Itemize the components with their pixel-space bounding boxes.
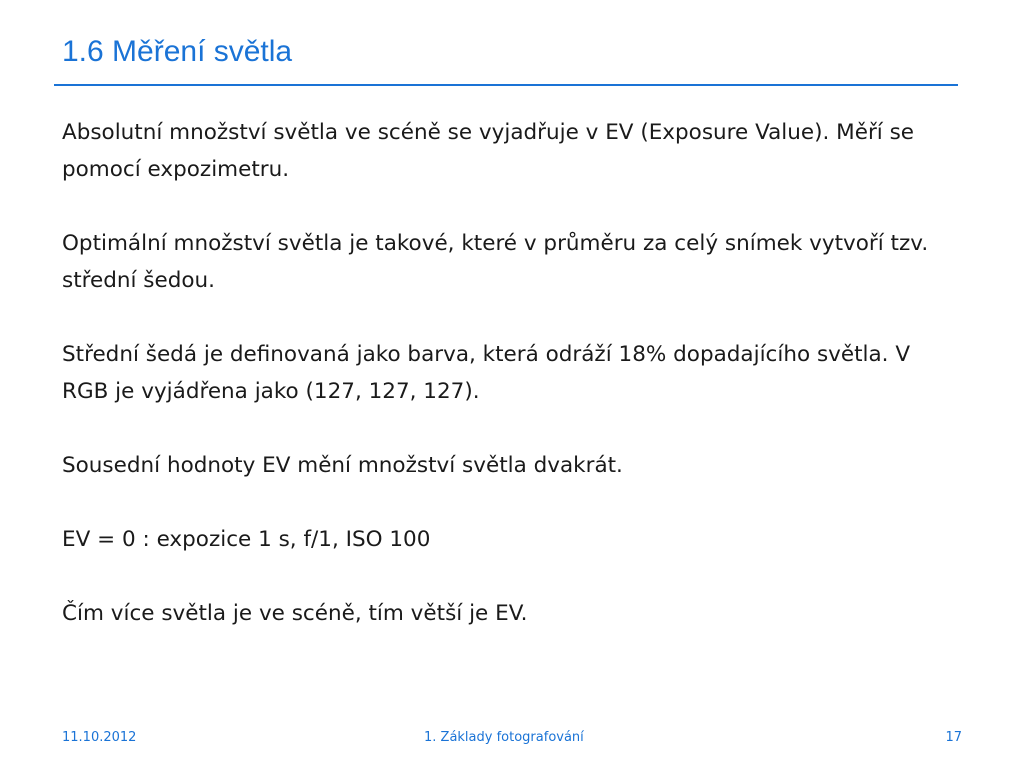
title-divider [54, 84, 958, 86]
paragraph-optimal-light: Optimální množství světla je takové, které v průměru za celý snímek vytvoří tzv. střední šedou. [62, 231, 929, 293]
slide-content [62, 114, 962, 669]
slide-title: 1.6 Měření světla [62, 35, 293, 68]
footer-page-number: 17 [945, 730, 962, 745]
paragraph-more-light: Čím více světla je ve scéně, tím větší je EV. [62, 601, 528, 626]
paragraph-ev-definition: Absolutní množství světla ve scéně se vyjadřuje v EV (Exposure Value). Měří se pomocí expozimetru. [62, 120, 915, 182]
footer-date: 11.10.2012 [62, 730, 137, 745]
paragraph-ev-zero: EV = 0 : expozice 1 s, f/1, ISO 100 [62, 527, 431, 552]
paragraph-middle-gray: Střední šedá je definovaná jako barva, která odráží 18% dopadajícího světla. V RGB je vyjádřena jako (127, 127, 127). [62, 342, 911, 404]
footer-presentation-title: 1. Základy fotografování [424, 730, 584, 745]
paragraph-ev-steps: Sousední hodnoty EV mění množství světla dvakrát. [62, 453, 623, 478]
